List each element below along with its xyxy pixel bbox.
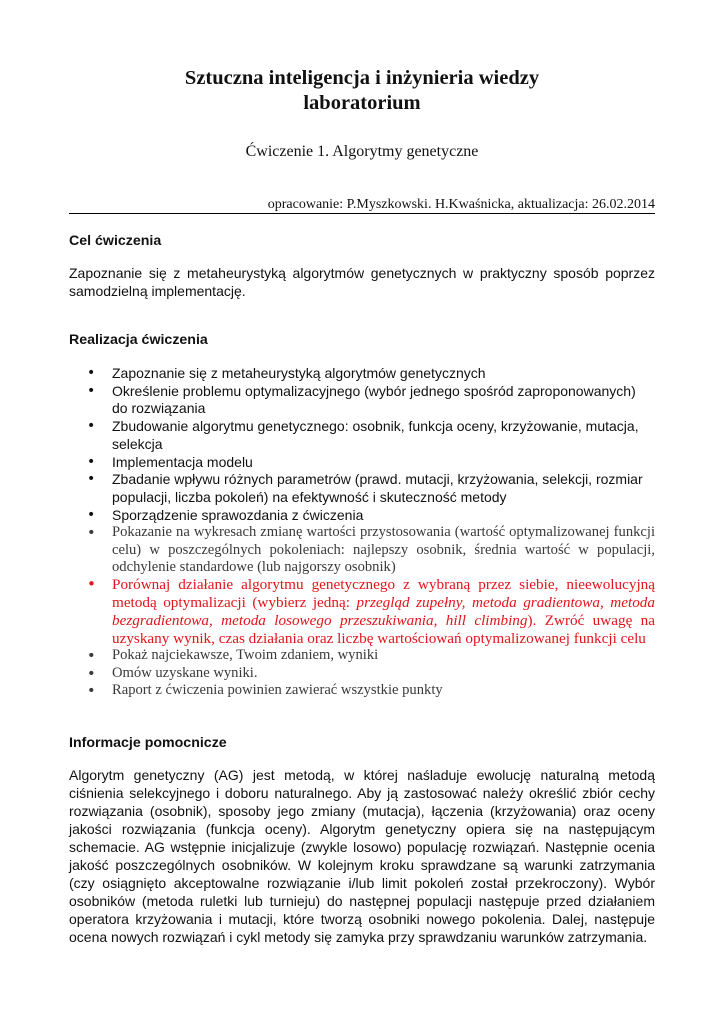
- goal-paragraph: Zapoznanie się z metaheurystyką algorytmów genetycznych w praktyczny sposób poprzez samodzielną implementację.: [69, 265, 655, 299]
- list-item: • Zbadanie wpływu różnych parametrów (prawd. mutacji, krzyżowania, selekcji, rozmiar populacji, liczba pokoleń) na efektywność i skuteczność metody: [87, 471, 643, 505]
- bullet-icon: •: [87, 365, 96, 381]
- method-options: przegląd zupełny, metoda gradientowa, metoda bezgradientowa, metoda losowego przeszukiwania, hill climbing: [112, 594, 655, 629]
- list-item: • Określenie problemu optymalizacyjnego (wybór jednego spośród zaproponowanych) do rozwiązania: [87, 382, 636, 417]
- bullet-icon: •: [87, 418, 96, 435]
- bullet-icon: •: [87, 471, 96, 488]
- bullet-icon: •: [87, 664, 96, 682]
- credits-line: opracowanie: P.Myszkowski. H.Kwaśnicka, aktualizacja: 26.02.2014: [267, 197, 655, 212]
- list-item: • Raport z ćwiczenia powinien zawierać wszystkie punkty: [87, 682, 443, 699]
- bullet-icon: •: [87, 647, 96, 665]
- list-item: • Implementacja modelu: [87, 453, 253, 470]
- bullet-icon: •: [87, 575, 96, 594]
- highlighted-list-item: • Porównaj działanie algorytmu genetycznego z wybraną przez siebie, nieewolucyjną metodą optymalizacji (wybierz jedną: przegląd zupełny, metoda gradientowa, metoda bezgradientowa, metoda losowego przeszukiwania, hill climbing). Zwróć uwagę na uzyskany wynik, czas działania oraz liczbę wartościowań optymalizowanej funkcji celu: [87, 575, 655, 647]
- list-item: • Zapoznanie się z metaheurystyką algorytmów genetycznych: [87, 365, 486, 381]
- bullet-icon: •: [87, 524, 96, 542]
- title-line-2: laboratorium: [303, 92, 421, 114]
- header-divider: [69, 213, 655, 214]
- list-item: • Sporządzenie sprawozdania z ćwiczenia: [87, 506, 364, 523]
- title-line-1: Sztuczna inteligencja i inżynieria wiedzy: [184, 67, 540, 89]
- list-item: • Pokaż najciekawsze, Twoim zdaniem, wyniki: [87, 647, 379, 665]
- document-title: [69, 66, 655, 116]
- list-item: • Omów uzyskane wyniki.: [87, 664, 258, 682]
- bullet-icon: •: [87, 682, 96, 699]
- realization-heading: Realizacja ćwiczenia: [69, 332, 208, 348]
- info-paragraph: Algorytm genetyczny (AG) jest metodą, w której naśladuje ewolucję naturalną metodą ciśnienia selekcyjnego i doboru naturalnego. Aby ją zastosować należy określić zbiór cechy rozwiązania (osobnik), sposoby jego zmiany (mutacja), łączenia (krzyżowania) oraz oceny jakości rozwiązania (funkcja oceny). Algorytm genetyczny opiera się na następującym schemacie. AG wstępnie inicjalizuje (zwykle losowo) populację rozwiązań. Następnie ocenia jakość poszczególnych osobników. W kolejnym kroku sprawdzane są warunki zatrzymania (czy osiągnięto akceptowalne rozwiązanie i/lub limit pokoleń został przekroczony). Wybór osobników (metoda ruletki lub turnieju) do następnej populacji następuje przed działaniem operatora krzyżowania i mutacji, które tworzą osobniki nowego pokolenia. Dalej, następuje ocena nowych rozwiązań i cykl metody się zamyka przy sprawdzaniu warunków zatrzymania.: [69, 767, 655, 945]
- exercise-subtitle: Ćwiczenie 1. Algorytmy genetyczne: [245, 143, 479, 160]
- bullet-icon: •: [87, 453, 96, 470]
- bullet-icon: •: [87, 382, 96, 399]
- info-heading: Informacje pomocnicze: [69, 735, 227, 751]
- goal-heading: Cel ćwiczenia: [69, 233, 162, 249]
- realization-list: [69, 365, 655, 699]
- list-item: • Zbudowanie algorytmu genetycznego: osobnik, funkcja oceny, krzyżowanie, mutacja, selekcja: [87, 418, 639, 452]
- list-item: • Pokazanie na wykresach zmianę wartości przystosowania (wartość optymalizowanej funkcji celu) w poszczególnych pokoleniach: najlepszy osobnik, średnia wartość w populacji, odchylenie standardowe (lub najgorszy osobnik): [87, 524, 655, 575]
- bullet-icon: •: [87, 506, 96, 523]
